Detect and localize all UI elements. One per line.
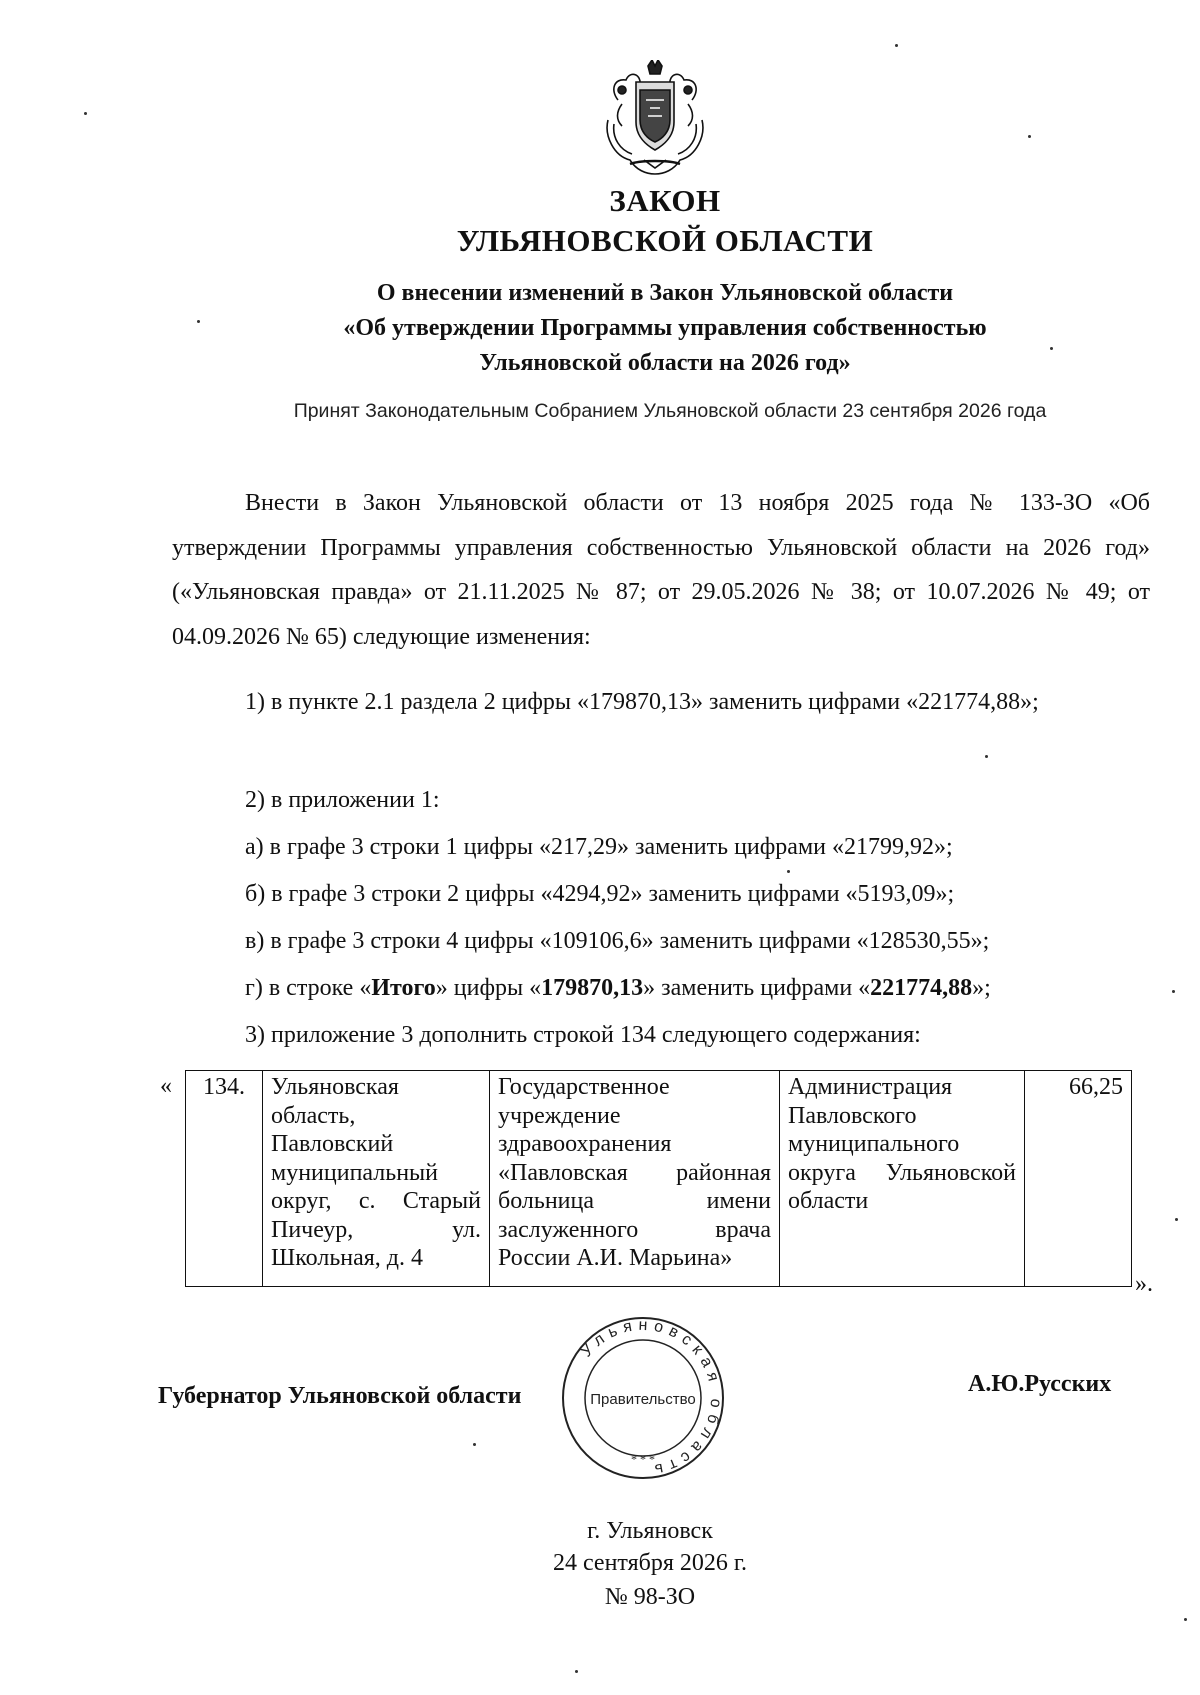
address-cell: Ульяновская область, Павловский муниципальный округ, с. Старый Пичеур, ул. Школьная, д. 4: [263, 1071, 490, 1287]
document-title: ЗАКОН: [609, 183, 721, 218]
subtitle-line-3: Ульяновской области на 2026 год»: [479, 350, 851, 376]
footer-city: г. Ульяновск: [587, 1518, 713, 1544]
institution-cell: Государственное учреждение здравоохранения «Павловская районная больница имени заслуженного врача России А.И. Марьина»: [490, 1071, 780, 1287]
annex-open-quote: «: [160, 1073, 172, 1099]
footer-date: 24 сентября 2026 г.: [552, 1550, 748, 1576]
item-2d-part3: » заменить цифрами «: [643, 975, 871, 1001]
annex-close-quote: ».: [1135, 1271, 1153, 1297]
amendment-item-2c: в) в графе 3 строки 4 цифры «109106,6» заменить цифрами «128530,55»;: [245, 928, 990, 954]
coat-of-arms-emblem: [600, 60, 710, 178]
svg-text:* * *: * * *: [631, 1452, 655, 1466]
amendment-item-2a: а) в графе 3 строки 1 цифры «217,29» заменить цифрами «21799,92»;: [245, 834, 953, 860]
amendment-item-1-text: 1) в пункте 2.1 раздела 2 цифры «179870,13» заменить цифрами «221774,88»;: [245, 689, 1039, 715]
official-seal-stamp: [558, 1313, 728, 1483]
table-row: [186, 1071, 1132, 1287]
subtitle-line-1: О внесении изменений в Закон Ульяновской области: [376, 280, 954, 306]
intro-paragraph: Внести в Закон Ульяновской области от 13 ноября 2025 года № 133-ЗО «Об утверждении Программы управления собственностью Ульяновской области на 2026 год» («Ульяновская правда» от 21.11.2025 № 87; от 29.05.2026 № 38; от 10.07.2026 № 49; от 04.09.2026 № 65) следующие изменения:: [172, 490, 1150, 650]
footer-law-number: № 98-ЗО: [604, 1584, 696, 1610]
administration-cell: Администрация Павловского муниципального округа Ульяновской области: [780, 1071, 1025, 1287]
subtitle-line-2: «Об утверждении Программы управления собственностью: [343, 315, 987, 341]
amendment-item-2: 2) в приложении 1:: [245, 787, 440, 813]
seal-ring-text: Ульяновская область: [578, 1316, 725, 1479]
item-2d-old-value: 179870,13: [541, 975, 644, 1001]
governor-name: А.Ю.Русских: [968, 1371, 1112, 1397]
amendment-item-3: 3) приложение 3 дополнить строкой 134 следующего содержания:: [245, 1022, 921, 1048]
governor-position: Губернатор Ульяновской области: [158, 1383, 522, 1409]
item-2d-part1: г) в строке «: [245, 975, 372, 1001]
item-2d-part4: »;: [972, 975, 991, 1001]
row-number-cell: 134.: [186, 1071, 263, 1287]
amendment-item-2b: б) в графе 3 строки 2 цифры «4294,92» заменить цифрами «5193,09»;: [245, 881, 955, 907]
item-2d-total-label: Итого: [371, 975, 436, 1001]
adoption-note: Принят Законодательным Собранием Ульяновской области 23 сентября 2026 года: [293, 400, 1047, 422]
annex-row-table: [185, 1070, 1132, 1287]
amendment-item-1: [245, 680, 1039, 724]
item-2d-part2: » цифры «: [435, 975, 542, 1001]
amendment-item-2d: [245, 966, 991, 1010]
item-2d-new-value: 221774,88: [870, 975, 973, 1001]
seal-center-text: Правительство: [590, 1391, 696, 1408]
value-cell: 66,25: [1025, 1071, 1132, 1287]
document-title-region: УЛЬЯНОВСКОЙ ОБЛАСТИ: [456, 223, 874, 258]
